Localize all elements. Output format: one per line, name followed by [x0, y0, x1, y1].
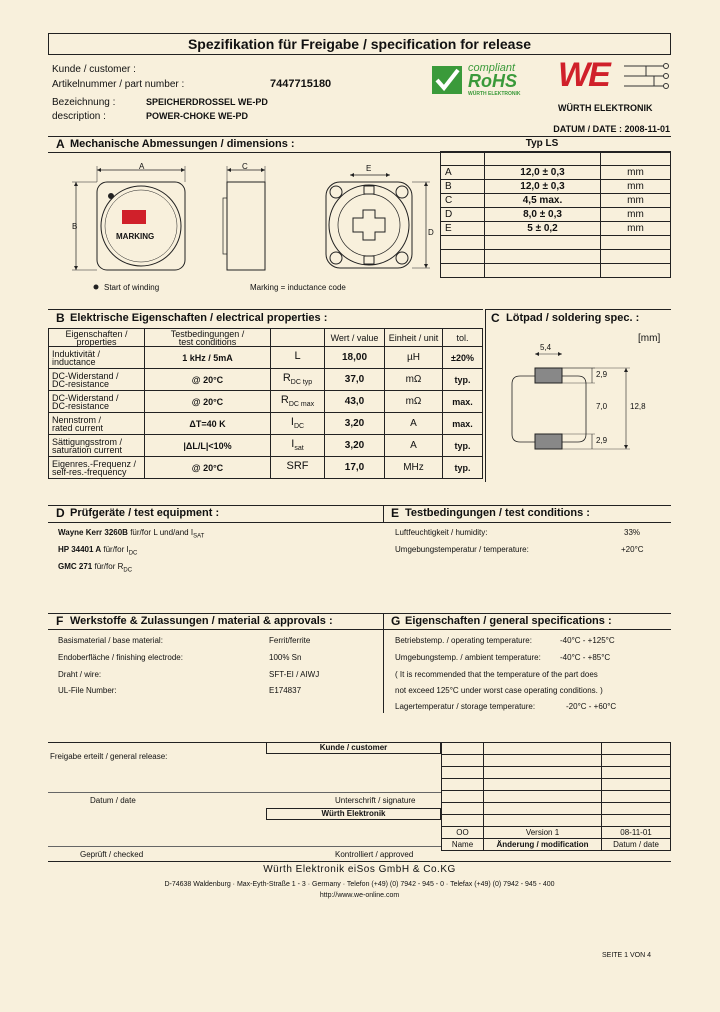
el-prop2: rated current	[52, 422, 104, 433]
bezeichnung-label: Bezeichnung :	[52, 97, 116, 108]
dim-unit: mm	[601, 180, 671, 194]
el-sym-sub: DC typ	[290, 379, 313, 387]
dim-head-unit	[601, 152, 671, 166]
kunde-label: Kunde / customer	[319, 743, 388, 752]
rev-cell	[484, 791, 602, 803]
rev-cell	[442, 743, 484, 755]
dim-unit: mm	[601, 166, 671, 180]
description-value: POWER-CHOKE WE-PD	[146, 111, 248, 121]
dim-head-typ	[485, 152, 601, 166]
table-row	[441, 166, 671, 180]
dim-empty	[485, 250, 601, 264]
signature-label: Unterschrift / signature	[335, 796, 416, 805]
electrical-table	[48, 328, 483, 479]
el-prop1: Eigenres.-Frequenz /	[52, 458, 137, 469]
sec-fg-line	[48, 613, 671, 614]
table-row	[441, 222, 671, 236]
el-sym	[271, 457, 325, 479]
rev-name-head: Name	[442, 839, 484, 851]
humidity-value: 33%	[624, 528, 641, 537]
equip-2	[58, 545, 137, 557]
marking-note: Marking = inductance code	[250, 283, 346, 292]
op-temp-value: -40°C - +125°C	[560, 636, 615, 645]
circuit-lines-icon	[624, 60, 670, 100]
el-sym-main: SRF	[286, 459, 309, 472]
dim-empty	[441, 236, 485, 250]
sec-b-title: Elektrische Eigenschaften / electrical properties :	[70, 312, 328, 324]
sec-c-title: Lötpad / soldering spec. :	[506, 312, 640, 324]
equip-3-name: GMC 271	[58, 562, 93, 571]
rev-mod-head: Änderung / modification	[484, 839, 602, 851]
sec-de-line2	[48, 522, 671, 523]
el-head-prop	[49, 329, 145, 347]
sec-b-letter: B	[56, 311, 65, 325]
el-tol: max.	[443, 413, 483, 435]
amb-temp-value: -40°C - +85°C	[560, 653, 611, 662]
rev-cell	[602, 743, 671, 755]
material-row	[58, 670, 101, 679]
el-val: 3,20	[325, 413, 385, 435]
dim-empty	[485, 236, 601, 250]
el-head-unit: Einheit / unit	[385, 329, 443, 347]
el-prop	[49, 347, 145, 369]
storage-temp-label: Lagertemperatur / storage temperature:	[395, 702, 536, 711]
el-sym-main: R	[280, 393, 289, 406]
el-head-val: Wert / value	[325, 329, 385, 347]
dim-empty	[441, 250, 485, 264]
dim-key: C	[441, 194, 485, 208]
el-unit: mΩ	[385, 369, 443, 391]
we-logo-letters: WE	[558, 56, 609, 94]
dim-empty	[601, 236, 671, 250]
brand-name: WÜRTH ELEKTRONIK	[558, 103, 653, 113]
material-key: Draht / wire:	[58, 670, 102, 679]
el-sym-sub: sat	[294, 445, 304, 453]
dim-key: E	[441, 222, 485, 236]
pad-dim-29b: 2,9	[596, 436, 608, 445]
rev-cell	[442, 767, 484, 779]
dim-key: B	[441, 180, 485, 194]
el-head-sym	[271, 329, 325, 347]
company-url[interactable]: http://www.we-online.com	[319, 892, 400, 899]
el-head-cond1: Testbedingungen /	[170, 328, 245, 339]
sec-de-divider	[383, 505, 384, 522]
storage-temp-value: -20°C - +60°C	[566, 702, 617, 711]
dim-label-b: B	[72, 222, 78, 231]
el-val: 37,0	[325, 369, 385, 391]
dim-unit: mm	[601, 194, 671, 208]
page-title: Spezifikation für Freigabe / specification for release	[187, 36, 532, 52]
rev-version: Version 1	[484, 827, 602, 839]
el-sym	[271, 413, 325, 435]
dim-empty	[601, 250, 671, 264]
el-unit: mΩ	[385, 391, 443, 413]
equip-2-sub: DC	[128, 550, 138, 557]
rev-cell	[442, 803, 484, 815]
equip-2-name: HP 34401 A	[58, 545, 102, 554]
table-row	[49, 457, 483, 479]
el-val: 17,0	[325, 457, 385, 479]
el-cond: @ 20°C	[145, 457, 271, 479]
sec-f-title: Werkstoffe & Zulassungen / material & approvals :	[70, 615, 333, 627]
rev-cell	[484, 779, 602, 791]
dim-value: 4,5 max.	[485, 194, 601, 208]
sec-f-letter: F	[56, 614, 64, 628]
table-row	[441, 194, 671, 208]
equip-3-for: für/for R	[94, 562, 124, 571]
pad-dim-54: 5,4	[540, 343, 552, 352]
rev-cell	[602, 803, 671, 815]
typ-header: Typ LS	[525, 138, 559, 149]
marking-text: MARKING	[116, 232, 155, 241]
customer-label: Kunde / customer :	[52, 64, 136, 75]
rev-cell	[602, 791, 671, 803]
material-key: UL-File Number:	[58, 686, 117, 695]
equip-3-sub: DC	[123, 567, 133, 574]
el-val: 3,20	[325, 435, 385, 457]
dimension-drawing	[60, 158, 440, 298]
material-val: Ferrit/ferrite	[269, 636, 311, 645]
el-prop	[49, 369, 145, 391]
dim-unit: mm	[601, 222, 671, 236]
rev-cell	[602, 815, 671, 827]
part-number-label: Artikelnummer / part number :	[52, 79, 185, 90]
el-prop1: DC-Widerstand /	[52, 370, 119, 381]
material-row	[58, 636, 163, 645]
temp-note-1: ( It is recommended that the temperature of the part does	[395, 670, 598, 679]
page-number: SEITE 1 VON 4	[602, 952, 652, 959]
rev-cell	[484, 743, 602, 755]
el-prop1: Sättigungsstrom /	[52, 436, 123, 447]
equip-1-name: Wayne Kerr 3260B	[58, 528, 128, 537]
checked-label: Geprüft / checked	[80, 850, 144, 859]
el-tol: typ.	[443, 369, 483, 391]
material-row	[58, 653, 183, 662]
rev-cell	[484, 755, 602, 767]
sec-a-letter: A	[56, 137, 65, 151]
equip-3	[58, 562, 132, 574]
sec-g-title: Eigenschaften / general specifications :	[405, 615, 612, 627]
company-name: Würth Elektronik eiSos GmbH & Co.KG	[263, 864, 456, 875]
el-sym-sub: DC	[293, 423, 305, 431]
el-sym-main: I	[291, 437, 295, 450]
el-unit: A	[385, 435, 443, 457]
rev-cell	[602, 767, 671, 779]
checked-line	[48, 846, 441, 847]
el-head-prop2: properties	[76, 336, 117, 347]
freigabe-label: Freigabe erteilt / general release:	[50, 752, 168, 761]
el-cond: @ 20°C	[145, 369, 271, 391]
rev-oo: OO	[442, 827, 484, 839]
rev-cell	[484, 803, 602, 815]
sec-c-divider	[485, 309, 486, 482]
datum-label: Datum / date	[90, 796, 136, 805]
el-tol: typ.	[443, 435, 483, 457]
el-prop	[49, 391, 145, 413]
rev-date: 08-11-01	[602, 827, 671, 839]
el-head-cond	[145, 329, 271, 347]
material-key: Endoberfläche / finishing electrode:	[58, 653, 183, 662]
el-head-prop1: Eigenschaften /	[65, 328, 128, 339]
el-sym	[271, 347, 325, 369]
temperature-value: +20°C	[621, 545, 644, 554]
rev-cell	[484, 815, 602, 827]
rev-cell	[602, 755, 671, 767]
sec-e-title: Testbedingungen / test conditions :	[405, 507, 590, 519]
dim-value: 12,0 ± 0,3	[485, 166, 601, 180]
el-sym	[271, 369, 325, 391]
solder-pad-drawing	[500, 340, 650, 460]
rev-cell	[442, 791, 484, 803]
el-sym	[271, 435, 325, 457]
rohs-sub: WÜRTH ELEKTRONIK	[468, 91, 521, 97]
footer-line	[48, 861, 671, 862]
dim-unit: mm	[601, 208, 671, 222]
material-val: SFT-EI / AIWJ	[269, 670, 320, 679]
el-prop2: self-res.-frequency	[52, 466, 127, 477]
table-row	[49, 347, 483, 369]
rohs-compliant: compliant	[468, 62, 516, 74]
rev-cell	[442, 755, 484, 767]
table-row	[441, 208, 671, 222]
equip-2-for: für/for I	[103, 545, 129, 554]
dim-key: D	[441, 208, 485, 222]
sec-a-title: Mechanische Abmessungen / dimensions :	[70, 138, 295, 150]
sec-e-letter: E	[391, 506, 400, 520]
dim-label-d: D	[428, 228, 434, 237]
bezeichnung-value: SPEICHERDROSSEL WE-PD	[146, 97, 268, 107]
el-prop1: DC-Widerstand /	[52, 392, 119, 403]
el-prop1: Induktivität /	[52, 348, 101, 359]
op-temp-label: Betriebstemp. / operating temperature:	[395, 636, 532, 645]
equip-1	[58, 528, 204, 540]
approved-label: Kontrolliert / approved	[335, 850, 414, 859]
dim-label-c: C	[242, 162, 248, 171]
el-head-tol: tol.	[443, 329, 483, 347]
el-unit: µH	[385, 347, 443, 369]
el-prop1: Nennstrom /	[52, 414, 102, 425]
el-tol: ±20%	[443, 347, 483, 369]
table-row	[442, 827, 671, 839]
el-tol: typ.	[443, 457, 483, 479]
table-row	[49, 369, 483, 391]
equip-1-for: für/for L und/and I	[130, 528, 194, 537]
table-row	[49, 435, 483, 457]
el-cond: 1 kHz / 5mA	[145, 347, 271, 369]
el-sym-sub: DC max	[288, 401, 315, 409]
el-cond: |ΔL/L|<10%	[145, 435, 271, 457]
el-prop	[49, 435, 145, 457]
temp-note-2: not exceed 125°C under worst case operating conditions. )	[395, 686, 603, 695]
el-prop2: saturation current	[52, 444, 123, 455]
el-val: 43,0	[325, 391, 385, 413]
sec-fg-divider	[383, 613, 384, 713]
table-row	[49, 413, 483, 435]
part-number: 7447715180	[270, 78, 332, 90]
sec-d-letter: D	[56, 506, 65, 520]
dim-label-a: A	[139, 162, 145, 171]
material-row	[58, 686, 117, 695]
date-line	[48, 792, 441, 793]
el-cond: ΔT=40 K	[145, 413, 271, 435]
dim-empty	[485, 264, 601, 278]
rev-cell	[442, 815, 484, 827]
table-row	[442, 839, 671, 851]
rev-cell	[484, 767, 602, 779]
table-row	[441, 180, 671, 194]
el-prop2: DC-resistance	[52, 378, 110, 389]
pad-dim-29a: 2,9	[596, 370, 608, 379]
dim-empty	[601, 264, 671, 278]
sec-de-line	[48, 505, 671, 506]
revision-table	[441, 742, 671, 851]
sec-b-line	[48, 309, 483, 310]
date-stamp: DATUM / DATE : 2008-11-01	[553, 124, 670, 134]
material-val: E174837	[269, 686, 302, 695]
amb-temp-label: Umgebungstemp. / ambient temperature:	[395, 653, 541, 662]
sec-g-letter: G	[391, 614, 401, 628]
material-key: Basismaterial / base material:	[58, 636, 163, 645]
we-logo	[556, 58, 670, 116]
dim-value: 8,0 ± 0,3	[485, 208, 601, 222]
rohs-text: RoHS	[468, 71, 517, 91]
pad-dim-128: 12,8	[630, 402, 646, 411]
sec-fg-line2	[48, 629, 671, 630]
equip-1-sub: SAT	[193, 533, 205, 540]
el-prop	[49, 413, 145, 435]
el-prop2: DC-resistance	[52, 400, 110, 411]
dim-key: A	[441, 166, 485, 180]
dim-empty	[441, 264, 485, 278]
el-prop2: inductance	[52, 356, 96, 367]
pad-dim-70: 7,0	[596, 402, 608, 411]
rev-cell	[602, 779, 671, 791]
wuerth-label: Würth Elektronik	[321, 809, 386, 818]
description-label: description :	[52, 111, 106, 122]
el-sym-main: L	[294, 349, 301, 362]
start-winding: Start of winding	[104, 283, 160, 292]
el-cond: @ 20°C	[145, 391, 271, 413]
el-unit: MHz	[385, 457, 443, 479]
rev-date-head: Datum / date	[602, 839, 671, 851]
material-val: 100% Sn	[269, 653, 302, 662]
temperature-label: Umgebungstemperatur / temperature:	[395, 545, 529, 554]
sec-d-title: Prüfgeräte / test equipment :	[70, 507, 220, 519]
el-val: 18,00	[325, 347, 385, 369]
sec-c-line	[485, 309, 671, 310]
el-sym-main: I	[290, 415, 294, 428]
dim-label-e: E	[366, 164, 372, 173]
dim-value: 12,0 ± 0,3	[485, 180, 601, 194]
el-head-cond2: test conditions	[178, 336, 237, 347]
sec-c-unit: [mm]	[638, 333, 661, 344]
el-sym	[271, 391, 325, 413]
company-address: D-74638 Waldenburg · Max-Eyth-Straße 1 - 3 · Germany · Telefon (+49) (0) 7942 - 945 - 0 · Telefax (+49) (0) 7942 - 945 - 400	[164, 881, 555, 888]
el-sym-main: R	[282, 371, 291, 384]
rohs-logo	[430, 62, 544, 98]
el-unit: A	[385, 413, 443, 435]
el-prop	[49, 457, 145, 479]
sec-a-line	[48, 136, 671, 137]
humidity-label: Luftfeuchtigkeit / humidity:	[395, 528, 488, 537]
el-tol: max.	[443, 391, 483, 413]
rev-cell	[442, 779, 484, 791]
dim-value: 5 ± 0,2	[485, 222, 601, 236]
dim-head-blank	[441, 152, 485, 166]
dimension-table-grid	[440, 151, 671, 278]
sec-c-letter: C	[491, 311, 500, 325]
table-row	[49, 391, 483, 413]
